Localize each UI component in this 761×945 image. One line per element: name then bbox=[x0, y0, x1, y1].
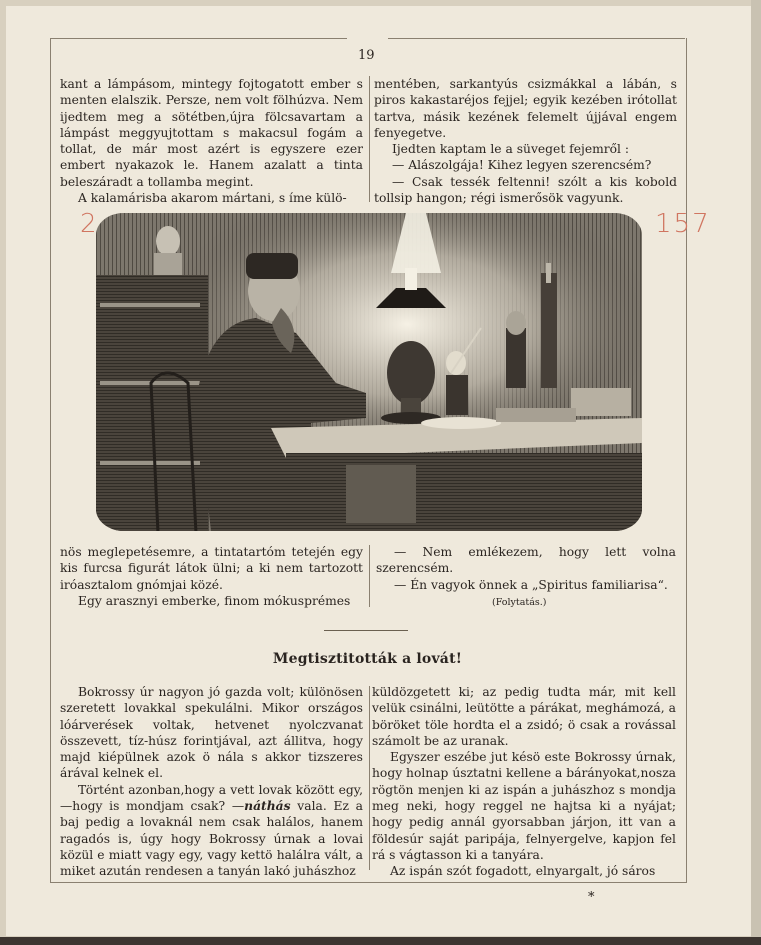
section-divider bbox=[324, 630, 408, 631]
book-cover-edge bbox=[0, 937, 761, 945]
column-divider bbox=[369, 686, 370, 870]
paragraph: kant a lámpásom, mintegy fojtogatott ember s menten elalszik. Persze, nem volt fölhúzva. Nem ijedtem meg a sötétben,újra fölcsavartam a lámpást meggyujtottam s makacsul fogám a tollat, de már most azért is egyszere ezer embert nyakazok le. Hanem azalatt a tinta beleszáradt a tollamba megint. bbox=[60, 77, 363, 189]
signature-mark: * bbox=[588, 890, 595, 905]
paragraph: A kalamárisba akarom mártani, s íme külö- bbox=[78, 191, 347, 206]
paragraph: nös meglepetésemre, a tintatartóm tetején egy kis furcsa figurát látok ülni; a ki nem tartozott iróasztalom gnómjai közé. bbox=[60, 545, 363, 592]
paragraph: — Csak tessék feltenni! szólt a kis kobold tollsip hangon; régi ismerősök vagyunk. bbox=[374, 174, 677, 206]
paragraph: Egy arasznyi emberke, finom mókusprémes bbox=[78, 593, 351, 608]
article-left-column bbox=[60, 684, 363, 880]
middle-right-column bbox=[376, 544, 676, 593]
paragraph-text: Történt azonban,hogy a vett lovak között egy, —hogy is mondjam csak? — bbox=[60, 782, 363, 814]
continuation-note: (Folytatás.) bbox=[492, 597, 547, 608]
paragraph: Bokrossy úr nagyon jó gazda volt; különösen szeretett lovakkal spekulálni. Mikor országos lóárverések voltak, hetvenet nyolczvanat összevett, tíz-húsz forintjával, azt állitva, hogy majd kiépülnek azok ö nála s akkor tizszeres árával kelnek el. bbox=[60, 685, 363, 781]
page-edge bbox=[751, 0, 761, 945]
paragraph: — Én vagyok önnek a „Spiritus familiarisa“. bbox=[394, 577, 668, 592]
paragraph: Egyszer eszébe jut késö este Bokrossy úrnak, hogy holnap úsztatni kellene a bárányokat,nosza rögtön menjen ki az ispán a juhászhoz s mondja meg neki, hogy reggel ne hajtsa ki a nyájat; hogy pedig annál gyorsabban járjon, itt van a földesúr saját paripája, felnyergelve, kapjon fel rá s vágtasson ki a tanyára. bbox=[372, 750, 676, 862]
paragraph: — Alászolgája! Kihez legyen szerencsém? bbox=[392, 158, 652, 173]
top-right-column bbox=[374, 76, 677, 206]
top-left-column bbox=[60, 76, 363, 206]
margin-note-right: 157 bbox=[655, 209, 711, 239]
margin-note-left: 2 bbox=[80, 209, 97, 239]
paragraph: Az ispán szót fogadott, elnyargalt, jó sáros bbox=[390, 864, 656, 879]
column-divider bbox=[369, 76, 370, 202]
paragraph: mentében, sarkantyús csizmákkal a lábán, s piros kakastaréjos fejjel; egyik kezében irótollat tartva, másik kezének felemelt újjával engem fenyegetve. bbox=[374, 77, 677, 140]
column-divider bbox=[369, 545, 370, 607]
engraving-illustration bbox=[96, 213, 642, 531]
article-right-column bbox=[372, 684, 676, 880]
paragraph-text: vala. Ez a baj pedig a lovaknál nem csak halálos, hanem ragadós is, úgy hogy Bokrossy úrnak a lovai közül e miatt vagy egy, vagy kettö halálra vált, a miket azután rendesen a tanyán lakó juhászhoz bbox=[60, 799, 363, 879]
paragraph: — Nem emlékezem, hogy lett volna szerencsém. bbox=[376, 545, 676, 576]
paragraph: Ijedten kaptam le a süveget fejemről : bbox=[392, 142, 630, 157]
paragraph bbox=[60, 782, 363, 880]
emphasized-word: náthás bbox=[244, 798, 291, 814]
paragraph: küldözgetett ki; az pedig tudta már, mit kell velük csinálni, leütötte a párákat, meghámozá, a böröket töle hordta el a zsidó; ö csak a rovással számolt be az uranak. bbox=[372, 685, 676, 748]
middle-left-column bbox=[60, 544, 363, 609]
article-title: Megtisztitották a lovát! bbox=[272, 651, 463, 667]
page-number: 19 bbox=[358, 48, 375, 63]
